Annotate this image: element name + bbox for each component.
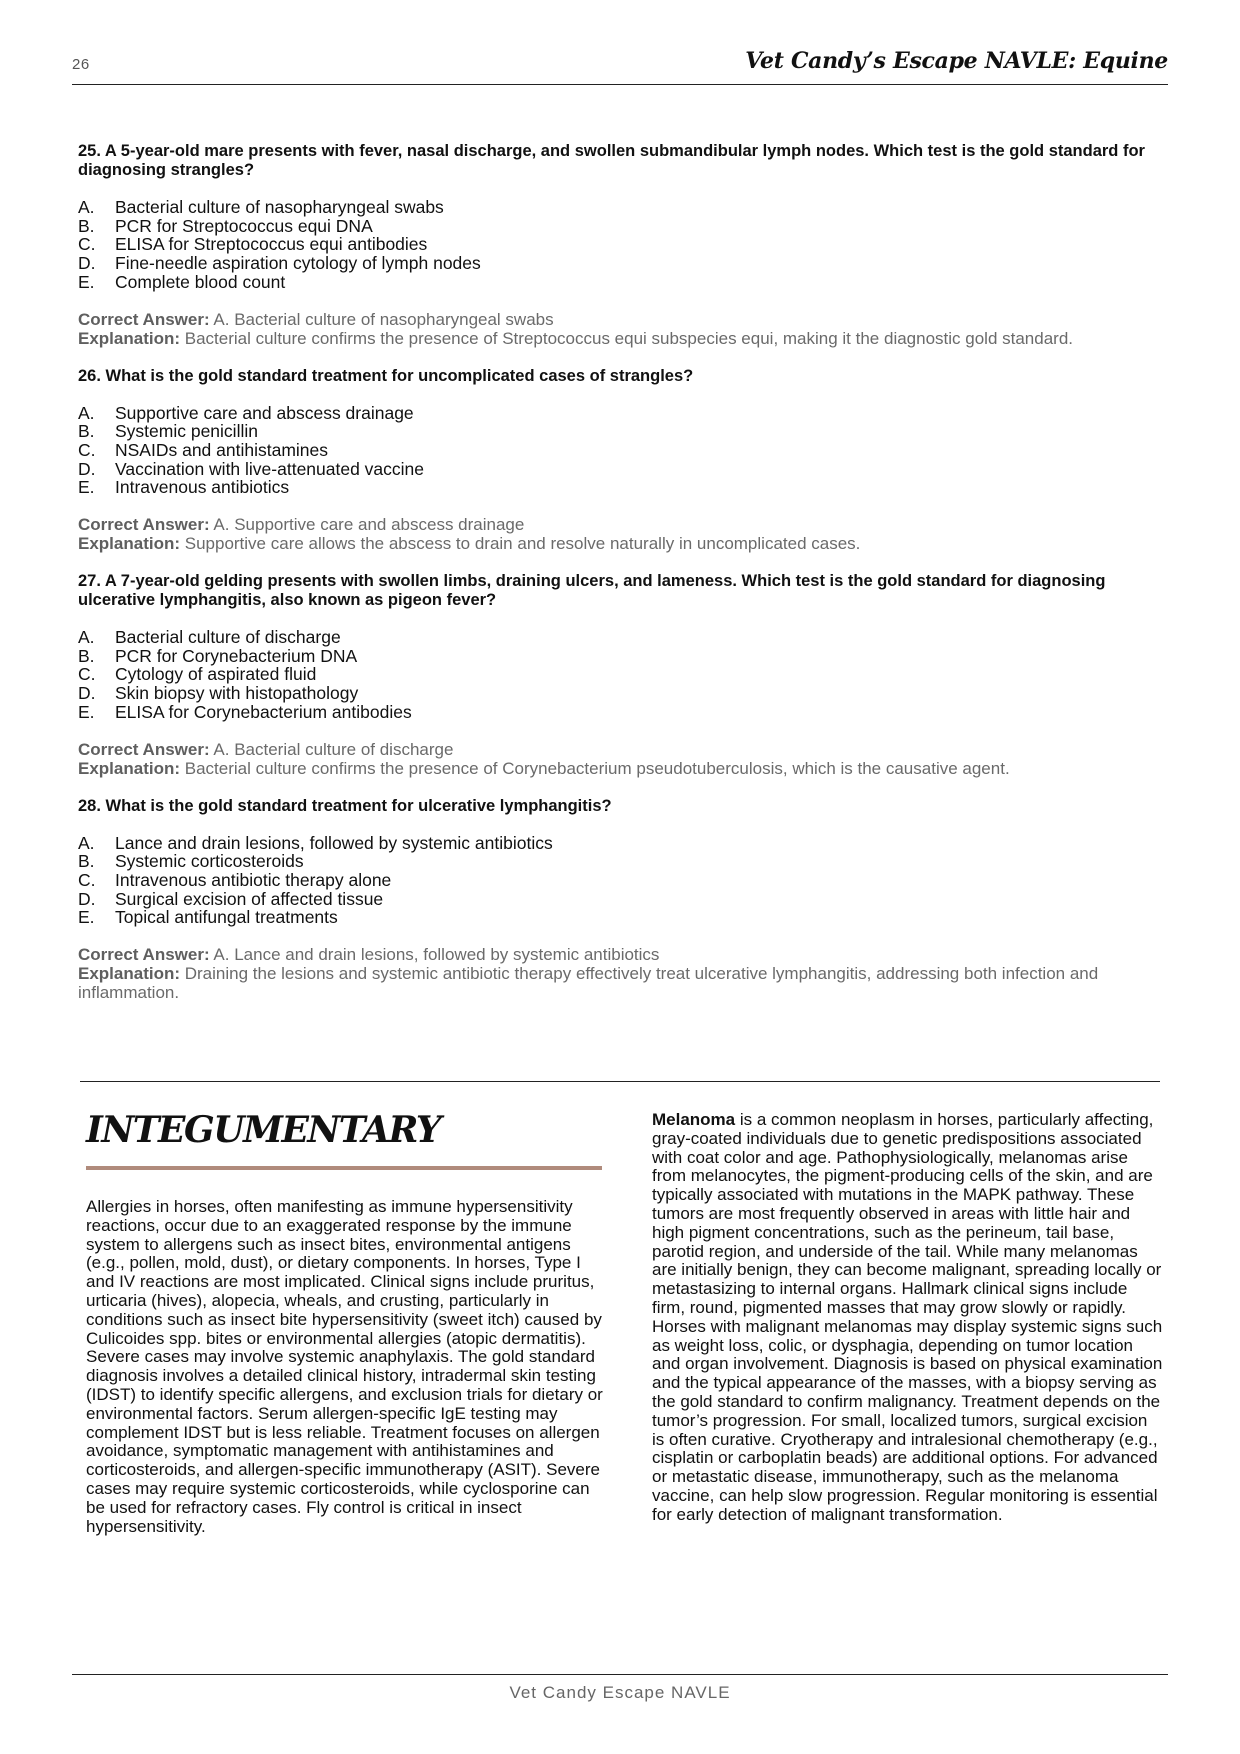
title-underline xyxy=(86,1166,602,1170)
question-block-28 xyxy=(78,797,1162,1003)
option-text: Vaccination with live-attenuated vaccine xyxy=(115,458,425,479)
answer-option xyxy=(78,478,1162,497)
answer-option xyxy=(78,684,1162,703)
option-text: Systemic corticosteroids xyxy=(115,851,304,872)
question-block-27 xyxy=(78,572,1162,778)
answer-option xyxy=(78,254,1162,273)
explanation-label: Explanation: xyxy=(78,328,181,348)
question-text: 28. What is the gold standard treatment for ulcerative lymphangitis? xyxy=(78,796,612,815)
correct-answer-text: A. Lance and drain lesions, followed by systemic antibiotics xyxy=(209,945,660,965)
allergies-paragraph: Allergies in horses, often manifesting as immune hypersensitivity reactions, occur due to an exaggerated response by the immune system to allergens such as insect bites, environmental antigens (e.g., pollen, mold, dust), or dietary components. In horses, Type I and IV reactions are most implicated. Clinical signs include pruritus, urticaria (hives), alopecia, wheals, and crusting, particularly in conditions such as insect bite hypersensitivity (sweet itch) caused by Culicoides spp. bites or environmental allergies (atopic dermatitis). Severe cases may involve systemic anaphylaxis. The gold standard diagnosis involves a detailed clinical history, intradermal skin testing (IDST) to identify specific allergens, and exclusion trials for dietary or environmental factors. Serum allergen-specific IgE testing may complement IDST but is less reliable. Treatment focuses on allergen avoidance, symptomatic management with antihistamines and corticosteroids, and allergen-specific immunotherapy (ASIT). Severe cases may require systemic corticosteroids, while cyclosporine can be used for refractory cases. Fly control is critical in insect hypersensitivity. xyxy=(86,1197,603,1536)
correct-answer xyxy=(78,740,1162,759)
question-block-25 xyxy=(78,142,1162,348)
question-text: 27. A 7-year-old gelding presents with swollen limbs, draining ulcers, and lameness. Which test is the gold standard for diagnosing ulcerative lymphangitis, also known as pigeon fever? xyxy=(78,572,1106,610)
integumentary-left-column xyxy=(86,1108,606,1536)
answer-option xyxy=(78,890,1162,909)
explanation-label: Explanation: xyxy=(78,758,181,778)
option-text: Cytology of aspirated fluid xyxy=(115,664,317,685)
correct-answer xyxy=(78,310,1162,329)
correct-answer-label: Correct Answer: xyxy=(78,739,210,759)
option-letter: B. xyxy=(78,645,95,666)
option-letter: A. xyxy=(78,197,95,217)
answer-option xyxy=(78,703,1162,722)
answer-option xyxy=(78,908,1162,927)
option-letter: A. xyxy=(78,402,95,423)
melanoma-term: Melanoma xyxy=(652,1110,736,1129)
option-text: NSAIDs and antihistamines xyxy=(115,439,329,460)
section-title: INTEGUMENTARY xyxy=(86,1109,441,1151)
option-letter: E. xyxy=(78,477,95,498)
option-text: Intravenous antibiotics xyxy=(115,477,290,498)
answer-options xyxy=(78,834,1162,928)
answer-option xyxy=(78,217,1162,236)
option-letter: D. xyxy=(78,683,96,704)
option-text: Surgical excision of affected tissue xyxy=(115,888,384,909)
footer-text: Vet Candy Escape NAVLE xyxy=(509,1683,731,1702)
option-text: Topical antifungal treatments xyxy=(115,907,338,928)
question-list xyxy=(78,142,1162,1002)
answer-option xyxy=(78,198,1162,217)
option-letter: C. xyxy=(78,869,96,890)
option-letter: D. xyxy=(78,253,96,274)
option-letter: A. xyxy=(78,832,95,853)
answer-option xyxy=(78,665,1162,684)
melanoma-text: is a common neoplasm in horses, particularly affecting, gray-coated individuals due to genetic predispositions associated with coat color and age. Pathophysiologically, melanomas arise from melanocytes, the pigment-producing cells of the skin, and are typically associated with mutations in the MAPK pathway. These tumors are most frequently observed in areas with little hair and high pigment concentrations, such as the perineum, tail base, parotid region, and underside of the tail. While many melanomas are initially benign, they can become malignant, spreading locally or metastasizing to internal organs. Hallmark clinical signs include firm, round, pigmented masses that may grow slowly or rapidly. Horses with malignant melanomas may display systemic signs such as weight loss, colic, or dysphagia, depending on tumor location and organ involvement. Diagnosis is based on physical examination and the typical appearance of the masses, with a biopsy serving as the gold standard to confirm malignancy. Treatment depends on the tumor’s progression. For small, localized tumors, surgical excision is often curative. Cryotherapy and intralesional chemotherapy (e.g., cisplatin or carboplatin beads) are additional options. For advanced or metastatic disease, immunotherapy, such as the melanoma vaccine, can help slow progression. Regular monitoring is essential for early detection of malignant transformation. xyxy=(652,1110,1163,1524)
answer-options xyxy=(78,404,1162,498)
option-text: Lance and drain lesions, followed by systemic antibiotics xyxy=(115,832,553,853)
correct-answer-label: Correct Answer: xyxy=(78,515,210,535)
explanation-text: Supportive care allows the abscess to drain and resolve naturally in uncomplicated cases. xyxy=(180,534,861,554)
book-title: Vet Candy’s Escape NAVLE: Equine xyxy=(745,48,1168,74)
question-block-26 xyxy=(78,367,1162,554)
answer-option xyxy=(78,273,1162,292)
page-number: 26 xyxy=(72,56,90,73)
answer-option xyxy=(78,647,1162,666)
explanation-text: Bacterial culture confirms the presence of Streptococcus equi subspecies equi, making it the diagnostic gold standard. xyxy=(180,328,1074,348)
option-letter: A. xyxy=(78,627,95,648)
option-text: PCR for Streptococcus equi DNA xyxy=(115,215,373,236)
option-text: Bacterial culture of discharge xyxy=(115,627,341,648)
correct-answer xyxy=(78,945,1162,964)
correct-answer-label: Correct Answer: xyxy=(78,945,210,965)
option-text: ELISA for Streptococcus equi antibodies xyxy=(115,234,428,255)
explanation-text: Bacterial culture confirms the presence of Corynebacterium pseudotuberculosis, which is the causative agent. xyxy=(180,758,1010,778)
option-letter: D. xyxy=(78,888,96,909)
option-letter: E. xyxy=(78,907,95,928)
answer-option xyxy=(78,871,1162,890)
correct-answer-text: A. Supportive care and abscess drainage xyxy=(209,515,525,535)
option-text: PCR for Corynebacterium DNA xyxy=(115,645,358,666)
option-letter: C. xyxy=(78,439,96,460)
answer-option xyxy=(78,404,1162,423)
answer-option xyxy=(78,852,1162,871)
melanoma-paragraph xyxy=(652,1111,1164,1525)
question-text: 25. A 5-year-old mare presents with fever, nasal discharge, and swollen submandibular lymph nodes. Which test is the gold standard for diagnosing strangles? xyxy=(78,142,1145,179)
explanation-label: Explanation: xyxy=(78,534,181,554)
option-letter: B. xyxy=(78,851,95,872)
correct-answer-text: A. Bacterial culture of discharge xyxy=(209,739,454,759)
correct-answer xyxy=(78,515,1162,534)
option-text: Intravenous antibiotic therapy alone xyxy=(115,869,392,890)
correct-answer-label: Correct Answer: xyxy=(78,309,210,329)
explanation xyxy=(78,534,1162,553)
answer-option xyxy=(78,834,1162,853)
option-text: Fine-needle aspiration cytology of lymph nodes xyxy=(115,253,481,274)
answer-option xyxy=(78,460,1162,479)
header-divider xyxy=(72,84,1168,85)
section-divider xyxy=(80,1081,1160,1082)
explanation-label: Explanation: xyxy=(78,964,181,984)
option-letter: B. xyxy=(78,421,95,442)
option-letter: B. xyxy=(78,215,95,236)
integumentary-right-column xyxy=(652,1111,1164,1525)
question-text: 26. What is the gold standard treatment for uncomplicated cases of strangles? xyxy=(78,366,694,385)
option-letter: C. xyxy=(78,664,96,685)
answer-option xyxy=(78,235,1162,254)
option-text: Bacterial culture of nasopharyngeal swabs xyxy=(115,197,444,217)
option-text: Systemic penicillin xyxy=(115,421,258,442)
correct-answer-text: A. Bacterial culture of nasopharyngeal swabs xyxy=(209,309,554,329)
answer-option xyxy=(78,628,1162,647)
answer-options xyxy=(78,198,1162,292)
answer-option xyxy=(78,441,1162,460)
option-letter: D. xyxy=(78,458,96,479)
footer-divider xyxy=(72,1674,1168,1675)
option-letter: E. xyxy=(78,701,95,722)
option-text: ELISA for Corynebacterium antibodies xyxy=(115,701,412,722)
option-text: Skin biopsy with histopathology xyxy=(115,683,359,704)
explanation xyxy=(78,759,1162,778)
answer-option xyxy=(78,422,1162,441)
explanation xyxy=(78,329,1162,348)
option-letter: C. xyxy=(78,234,96,255)
option-text: Complete blood count xyxy=(115,271,286,292)
option-letter: E. xyxy=(78,271,95,292)
option-text: Supportive care and abscess drainage xyxy=(115,402,414,423)
answer-options xyxy=(78,628,1162,722)
explanation xyxy=(78,964,1162,1002)
explanation-text: Draining the lesions and systemic antibiotic therapy effectively treat ulcerative lymphangitis, addressing both infection and inflammation. xyxy=(78,964,1099,1003)
